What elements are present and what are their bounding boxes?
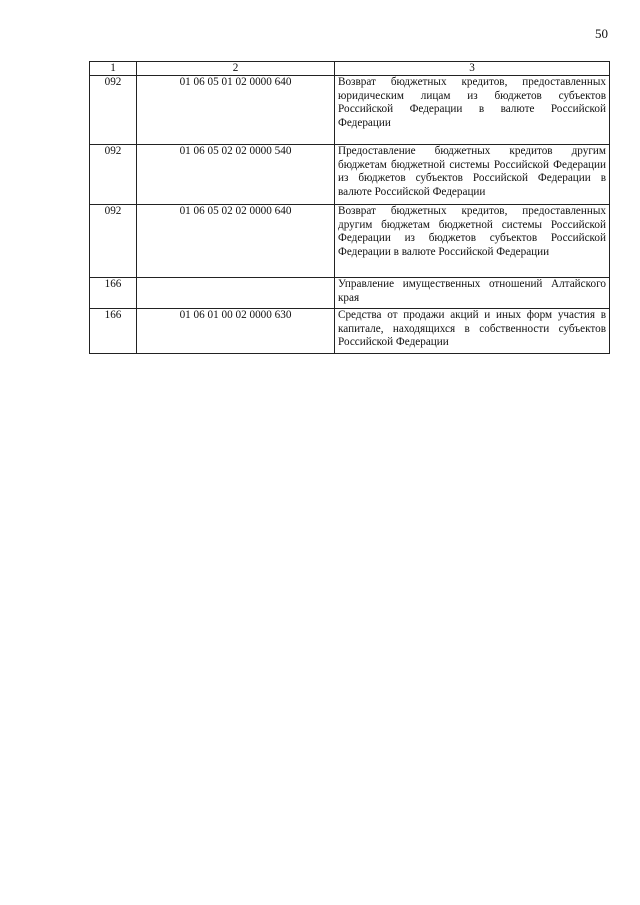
kbk-code-cell: 01 06 01 00 02 0000 630 (137, 309, 335, 354)
admin-code-cell: 092 (90, 205, 137, 278)
description-cell: Управление имущественных отношений Алтайского края (335, 278, 610, 309)
column-header-2: 2 (137, 62, 335, 76)
admin-code-cell: 166 (90, 278, 137, 309)
table-row (90, 76, 610, 145)
page-number: 50 (595, 26, 608, 41)
column-header-3: 3 (335, 62, 610, 76)
admin-code-cell: 092 (90, 145, 137, 205)
description-cell: Возврат бюджетных кредитов, предоставленных юридическим лицам из бюджетов субъектов Российской Федерации в валюте Российской Федерации (335, 76, 610, 145)
admin-code-cell: 092 (90, 76, 137, 145)
kbk-code-cell: 01 06 05 02 02 0000 640 (137, 205, 335, 278)
table-row (90, 309, 610, 354)
table-row (90, 145, 610, 205)
kbk-code-cell: 01 06 05 01 02 0000 640 (137, 76, 335, 145)
description-cell: Возврат бюджетных кредитов, предоставленных другим бюджетам бюджетной системы Российской Федерации из бюджетов субъектов Российской Федерации в валюте Российской Федерации (335, 205, 610, 278)
admin-code-cell: 166 (90, 309, 137, 354)
description-cell: Предоставление бюджетных кредитов другим бюджетам бюджетной системы Российской Федерации из бюджетов субъектов Российской Федерации в валюте Российской Федерации (335, 145, 610, 205)
column-header-1: 1 (90, 62, 137, 76)
table-header-row (90, 62, 610, 76)
budget-classification-table (89, 61, 610, 354)
kbk-code-cell (137, 278, 335, 309)
table-row (90, 205, 610, 278)
kbk-code-cell: 01 06 05 02 02 0000 540 (137, 145, 335, 205)
description-cell: Средства от продажи акций и иных форм участия в капитале, находящихся в собственности субъектов Российской Федерации (335, 309, 610, 354)
table-row (90, 278, 610, 309)
